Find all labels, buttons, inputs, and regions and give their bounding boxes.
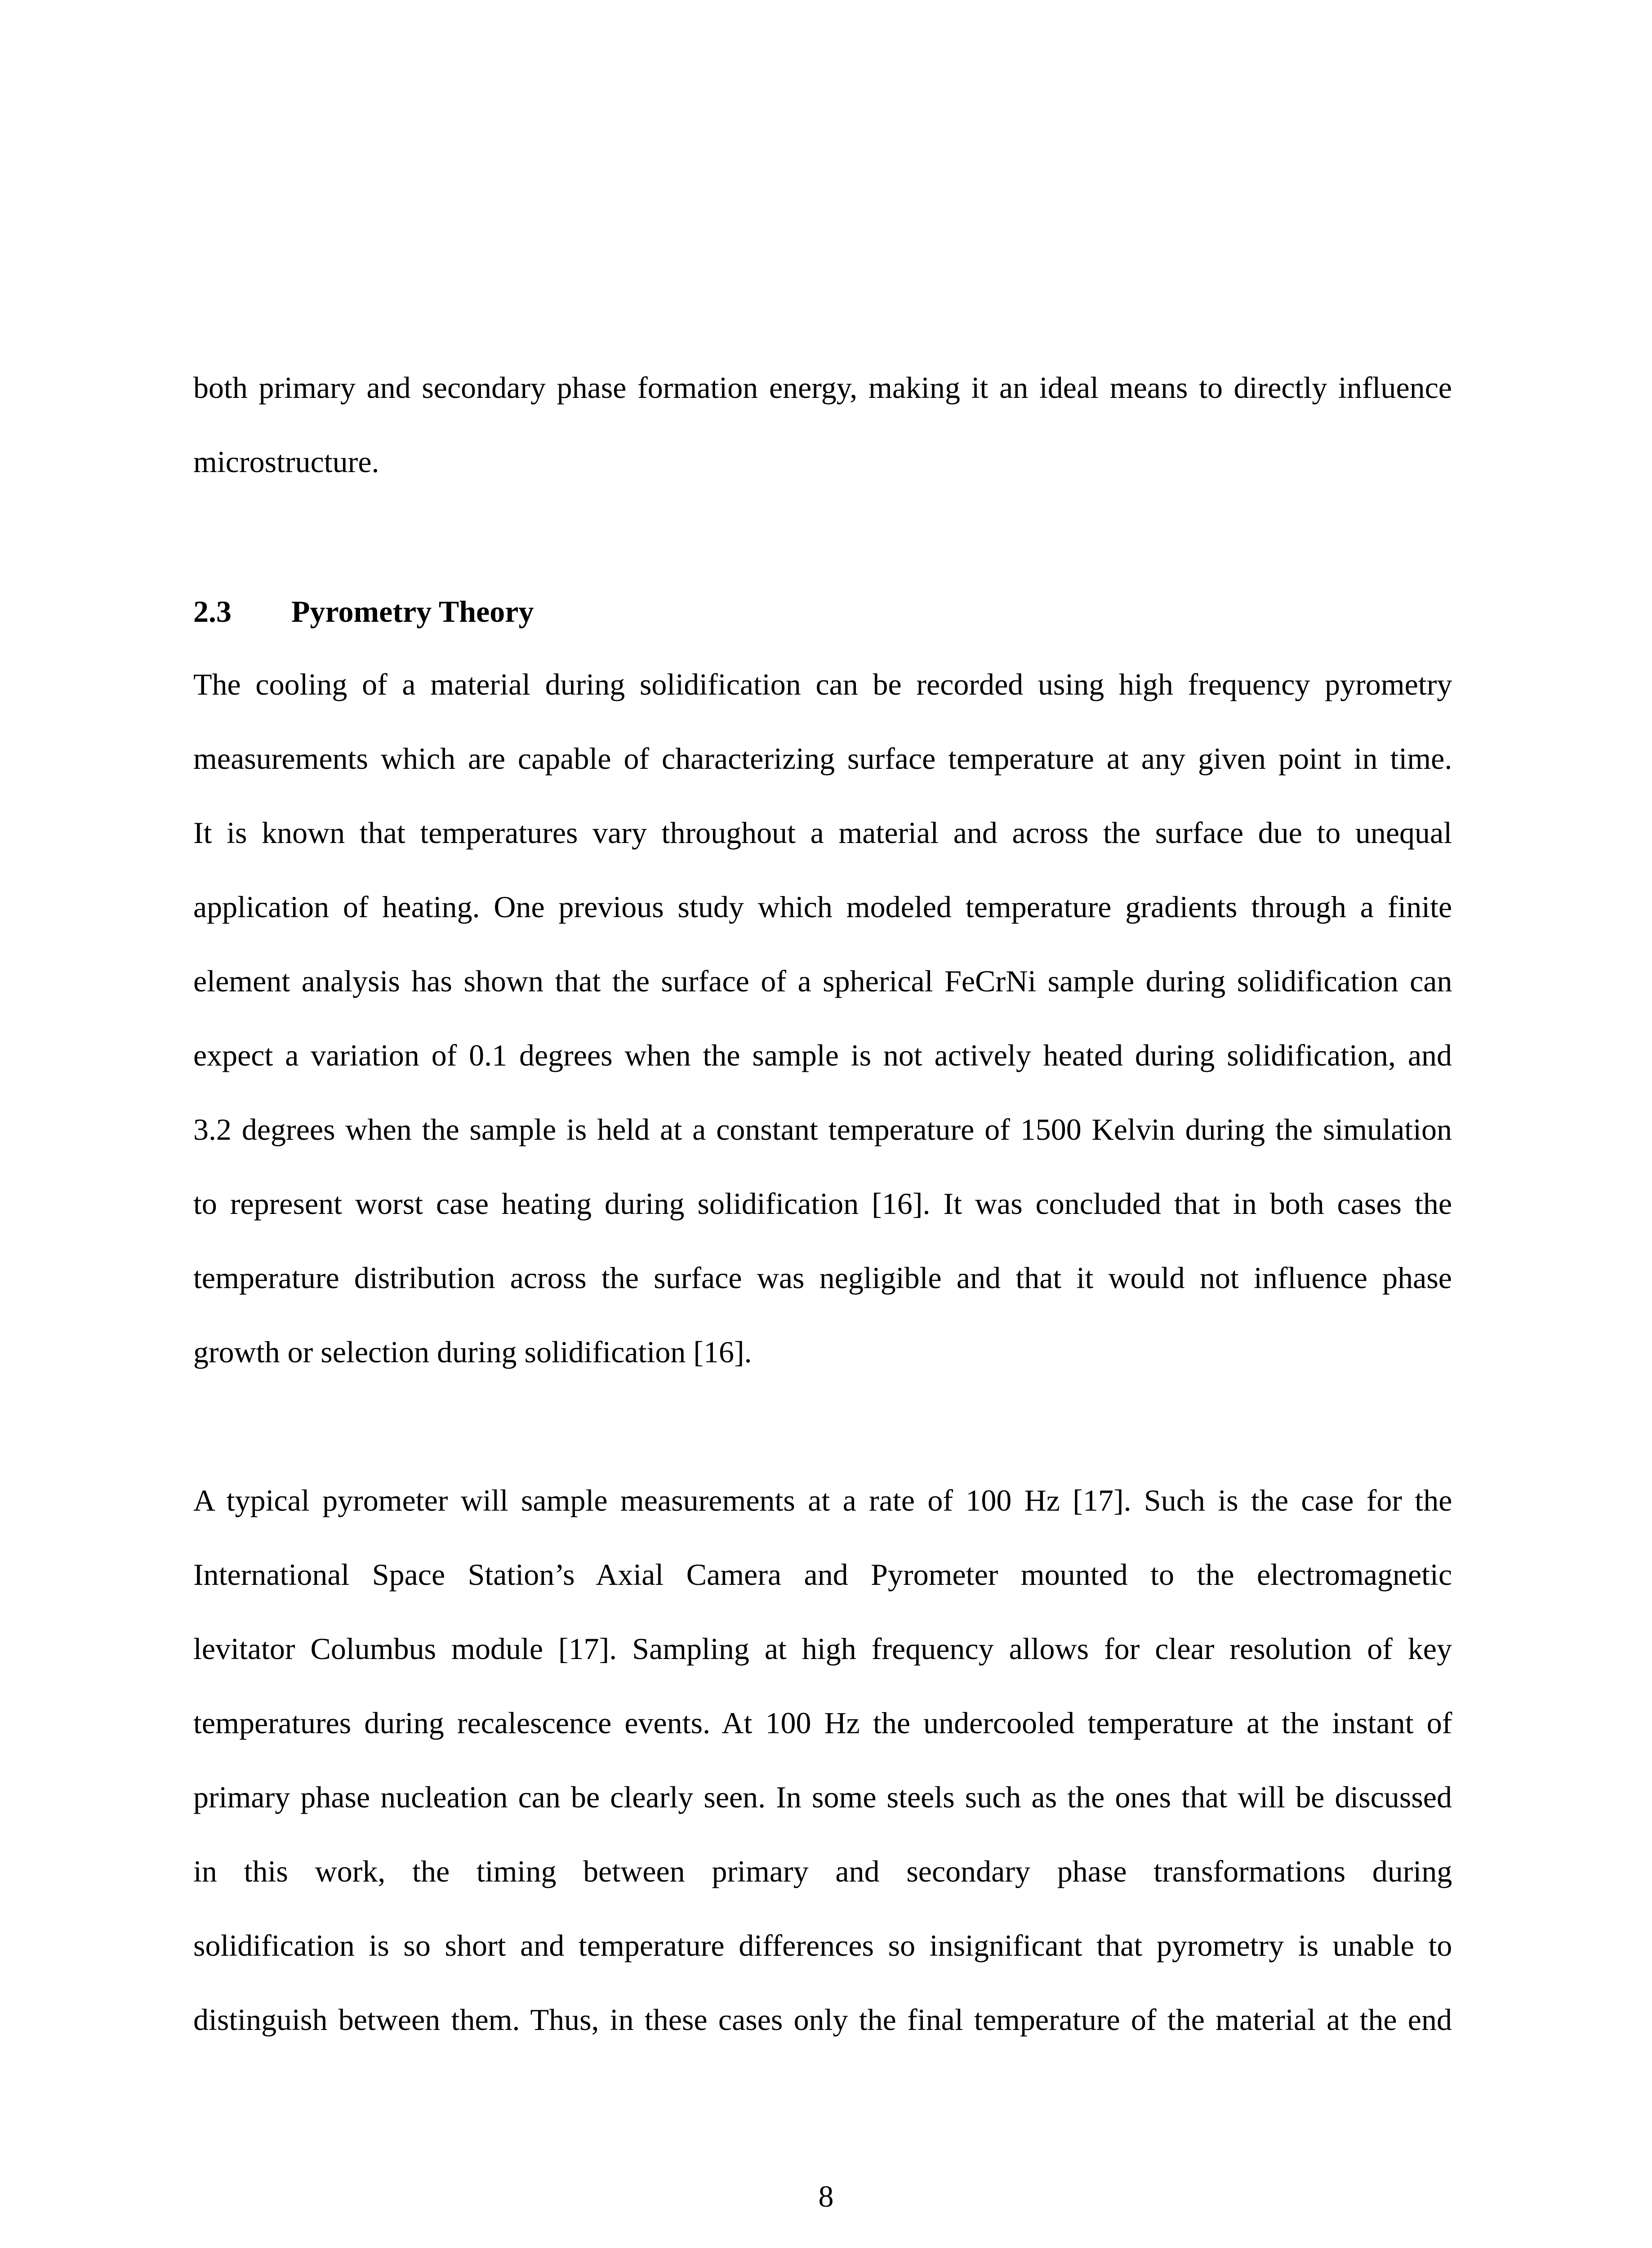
text-line: It is known that temperatures vary throughout a material and across the surface due to unequal xyxy=(193,816,1452,850)
section-title: Pyrometry Theory xyxy=(291,594,534,629)
text-line: primary phase nucleation can be clearly seen. In some steels such as the ones that will be discussed xyxy=(193,1780,1452,1814)
paragraph-sampling-rate xyxy=(193,1463,1452,2057)
text-line: The cooling of a material during solidification can be recorded using high frequency pyrometry xyxy=(193,667,1452,701)
text-line: application of heating. One previous study which modeled temperature gradients through a finite xyxy=(193,890,1452,924)
text-line: expect a variation of 0.1 degrees when the sample is not actively heated during solidification, and xyxy=(193,1038,1452,1072)
paragraph-pyrometry-intro xyxy=(193,647,1452,1389)
text-line: microstructure. xyxy=(193,445,379,479)
text-line: 3.2 degrees when the sample is held at a constant temperature of 1500 Kelvin during the simulation xyxy=(193,1112,1452,1146)
text-line: temperatures during recalescence events. At 100 Hz the undercooled temperature at the instant of xyxy=(193,1706,1452,1740)
text-line: International Space Station’s Axial Camera and Pyrometer mounted to the electromagnetic xyxy=(193,1557,1452,1592)
text-line: to represent worst case heating during solidification [16]. It was concluded that in both cases the xyxy=(193,1186,1452,1221)
text-line: both primary and secondary phase formation energy, making it an ideal means to directly influence xyxy=(193,370,1452,405)
section-number: 2.3 xyxy=(193,594,232,629)
text-line: solidification is so short and temperature differences so insignificant that pyrometry is unable to xyxy=(193,1928,1452,1963)
text-line: growth or selection during solidification [16]. xyxy=(193,1335,752,1369)
text-line: element analysis has shown that the surface of a spherical FeCrNi sample during solidification can xyxy=(193,964,1452,998)
text-line: measurements which are capable of characterizing surface temperature at any given point in time. xyxy=(193,741,1452,776)
text-line: in this work, the timing between primary and secondary phase transformations during xyxy=(193,1854,1452,1888)
continuation-paragraph xyxy=(193,351,1452,499)
text-line: distinguish between them. Thus, in these cases only the final temperature of the material at the end xyxy=(193,2003,1452,2037)
text-line: A typical pyrometer will sample measurements at a rate of 100 Hz [17]. Such is the case for the xyxy=(193,1483,1452,1517)
text-line: temperature distribution across the surface was negligible and that it would not influence phase xyxy=(193,1261,1452,1295)
text-line: levitator Columbus module [17]. Sampling at high frequency allows for clear resolution of key xyxy=(193,1632,1452,1666)
section-heading xyxy=(193,584,534,638)
page-number: 8 xyxy=(818,2179,834,2213)
